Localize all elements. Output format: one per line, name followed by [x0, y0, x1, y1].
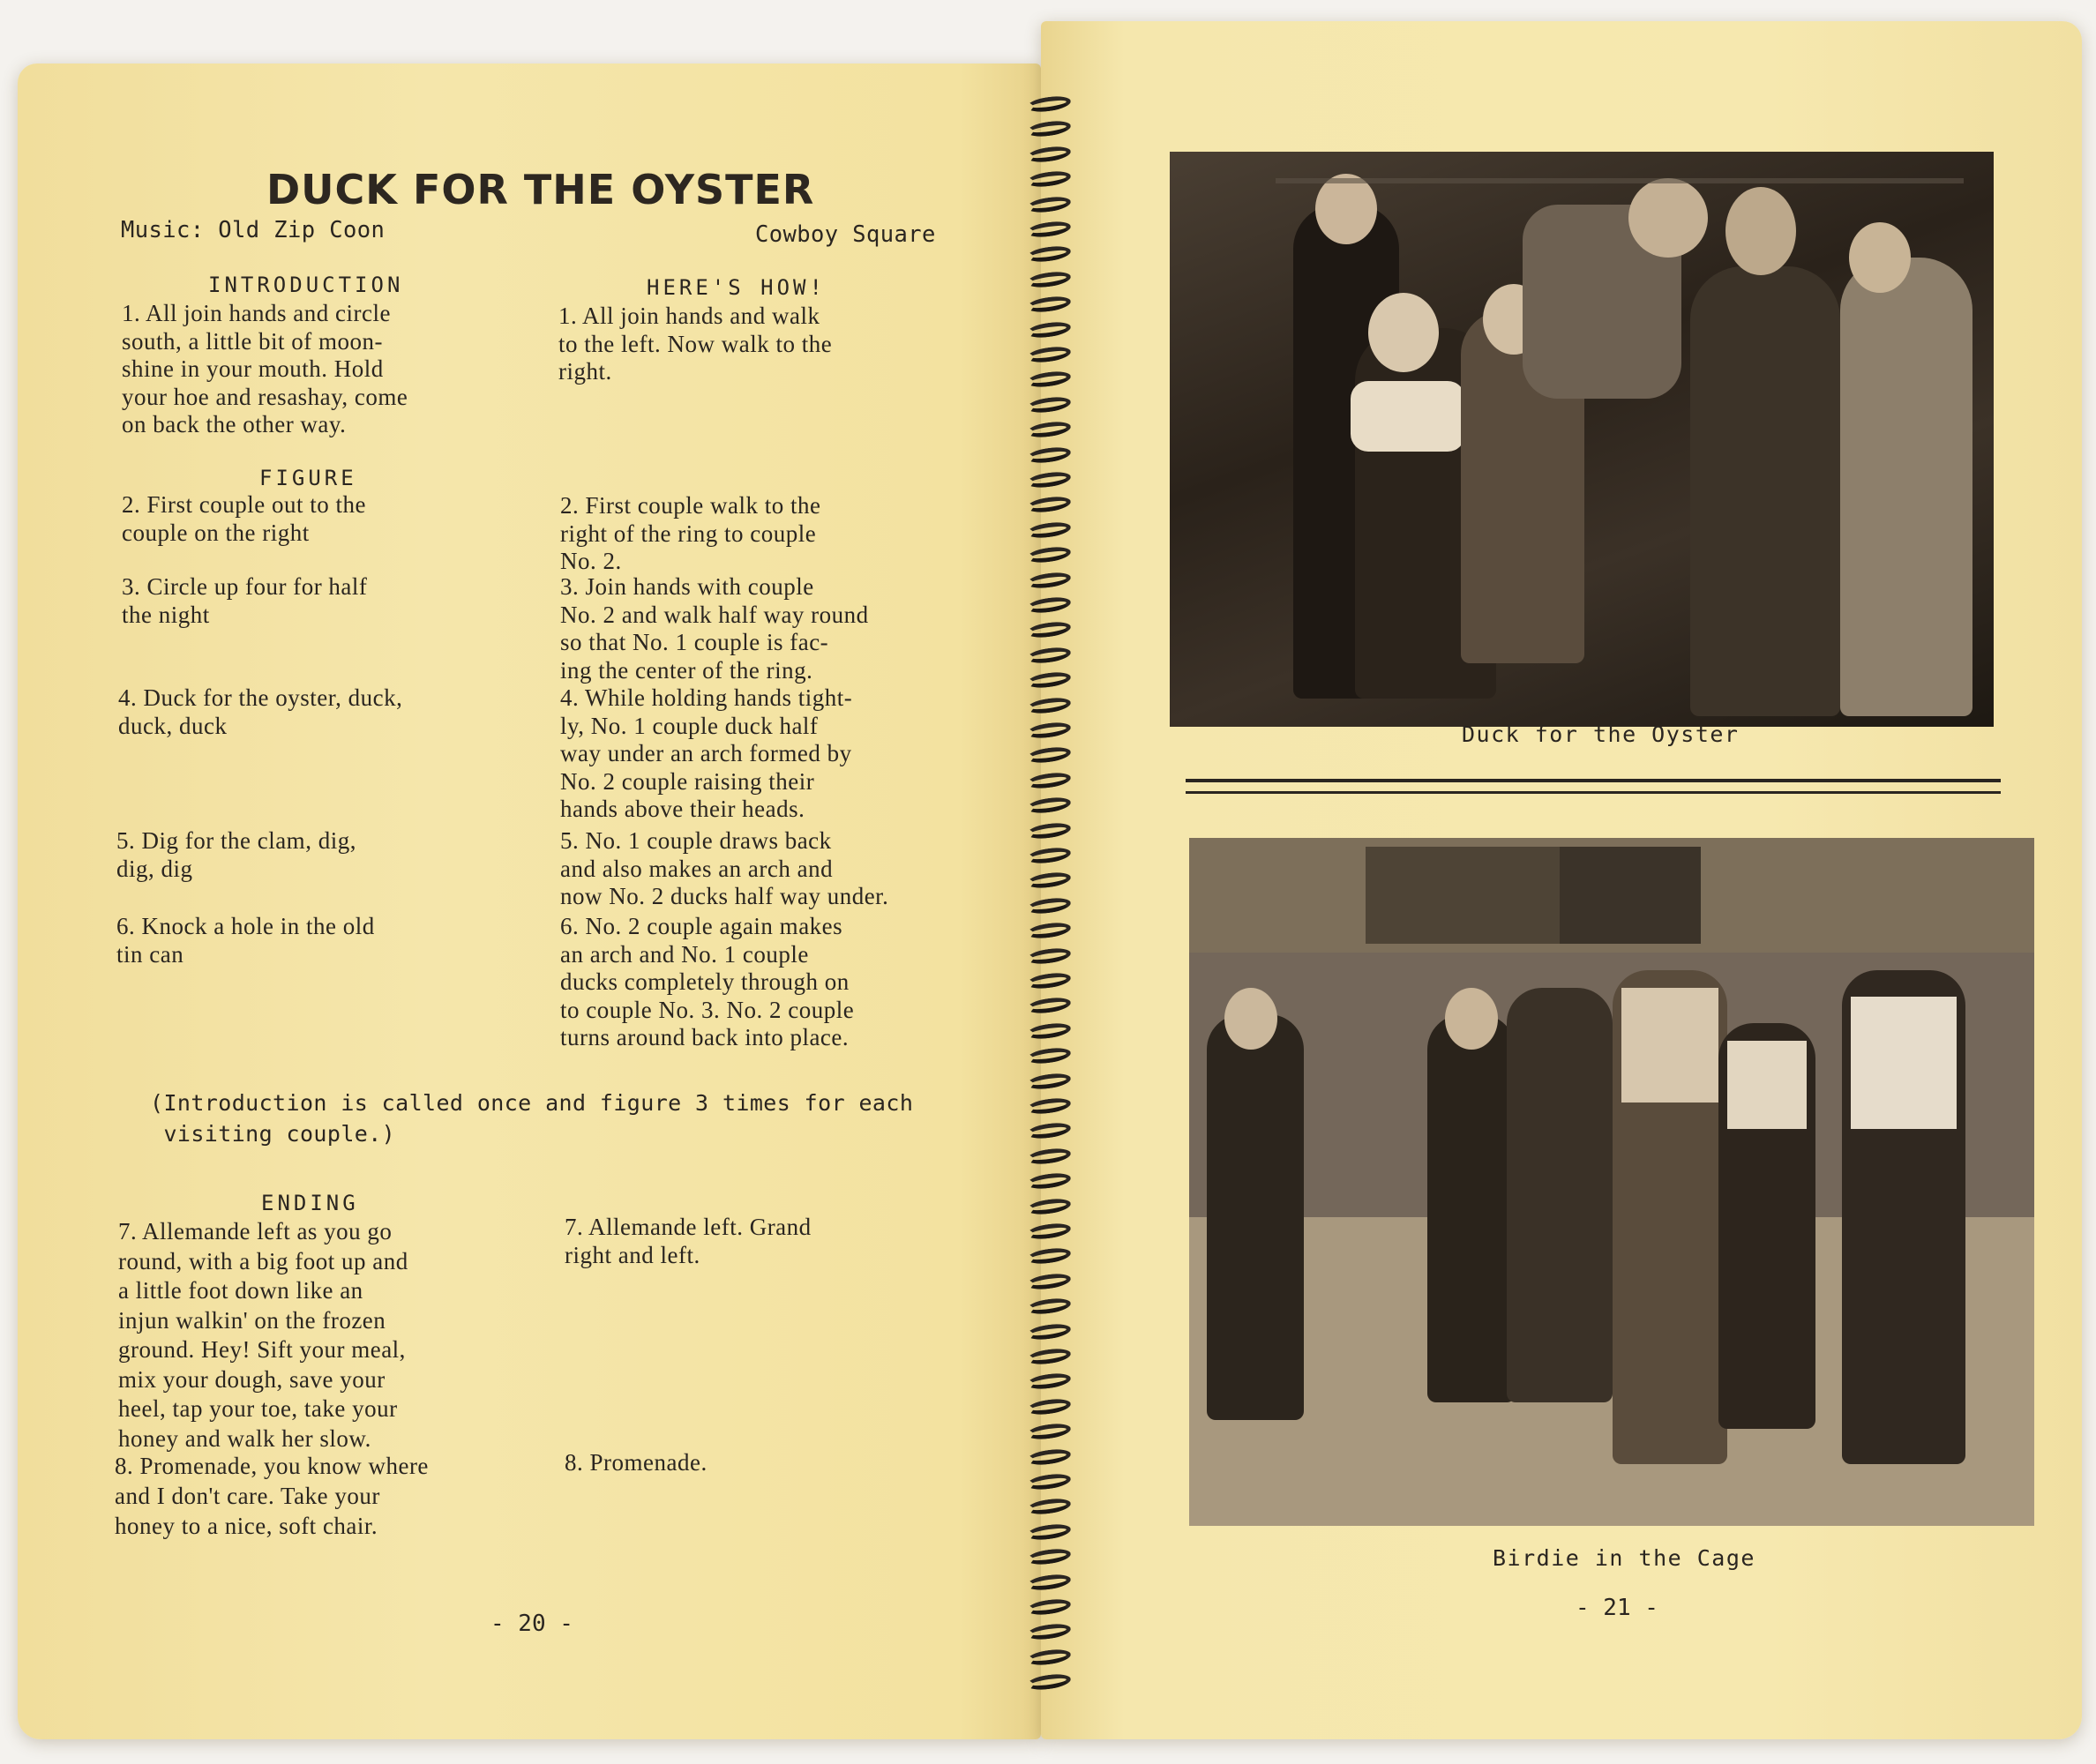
binding-ring: [1026, 1672, 1072, 1693]
binding-ring: [1026, 244, 1072, 265]
direction-7: 7. Allemande left. Grand right and left.: [565, 1214, 812, 1268]
binding-ring: [1026, 820, 1072, 841]
photo-duck-for-the-oyster: [1170, 152, 1994, 727]
binding-ring: [1026, 1121, 1072, 1141]
call-3: 3. Circle up four for half the night: [122, 573, 368, 628]
binding-ring: [1026, 1547, 1072, 1567]
music-label: Music: Old Zip Coon: [121, 217, 386, 243]
binding-ring: [1026, 319, 1072, 340]
binding-ring: [1026, 695, 1072, 715]
binding-ring: [1026, 570, 1072, 590]
binding-ring: [1026, 1497, 1072, 1517]
direction-4: 4. While holding hands tight- ly, No. 1 couple duck half way under an arch formed by No. 2 couple raising their hands above their heads.: [560, 684, 853, 822]
binding-ring: [1026, 846, 1072, 866]
binding-ring: [1026, 119, 1072, 139]
binding-ring: [1026, 220, 1072, 240]
binding-ring: [1026, 1396, 1072, 1416]
heading-ending: ENDING: [261, 1191, 359, 1215]
binding-ring: [1026, 1472, 1072, 1492]
heading-heres-how: HERE'S HOW!: [647, 275, 826, 300]
binding-ring: [1026, 519, 1072, 540]
binding-ring: [1026, 295, 1072, 315]
binding-ring: [1026, 745, 1072, 766]
direction-2: 2. First couple walk to the right of the ring to couple No. 2.: [560, 492, 821, 574]
binding-ring: [1026, 1071, 1072, 1091]
call-2: 2. First couple out to the couple on the right: [122, 491, 366, 546]
binding-ring: [1026, 871, 1072, 891]
binding-ring: [1026, 1347, 1072, 1367]
binding-ring: [1026, 921, 1072, 941]
direction-5: 5. No. 1 couple draws back and also makes an arch and now No. 2 ducks half way under.: [560, 827, 889, 909]
binding-ring: [1026, 670, 1072, 691]
binding-ring: [1026, 545, 1072, 565]
binding-ring: [1026, 420, 1072, 440]
binding-ring: [1026, 1046, 1072, 1066]
binding-ring: [1026, 1222, 1072, 1242]
binding-ring: [1026, 1446, 1072, 1467]
binding-ring: [1026, 645, 1072, 665]
binding-ring: [1026, 194, 1072, 214]
binding-ring: [1026, 94, 1072, 115]
binding-ring: [1026, 1321, 1072, 1342]
binding-ring: [1026, 946, 1072, 966]
direction-6: 6. No. 2 couple again makes an arch and No. 1 couple ducks completely through on to couple No. 3. No. 2 couple turns around back into place.: [560, 913, 855, 1050]
binding-ring: [1026, 1297, 1072, 1317]
binding-ring: [1026, 721, 1072, 741]
binding-ring: [1026, 595, 1072, 616]
binding-ring: [1026, 495, 1072, 515]
page-number-left: - 20 -: [490, 1611, 573, 1637]
binding-ring: [1026, 1096, 1072, 1117]
heading-figure: FIGURE: [259, 466, 357, 490]
binding-ring: [1026, 1196, 1072, 1216]
binding-ring: [1026, 1521, 1072, 1542]
binding-ring: [1026, 394, 1072, 415]
direction-1: 1. All join hands and walk to the left. Now walk to the right.: [558, 303, 833, 385]
call-4: 4. Duck for the oyster, duck, duck, duck: [118, 684, 403, 739]
call-5: 5. Dig for the clam, dig, dig, dig: [116, 827, 356, 882]
binding-ring: [1026, 470, 1072, 490]
binding-ring: [1026, 1422, 1072, 1442]
direction-3: 3. Join hands with couple No. 2 and walk half way round so that No. 1 couple is fac- ing the center of the ring.: [560, 573, 869, 684]
binding-ring: [1026, 1246, 1072, 1267]
binding-ring: [1026, 1597, 1072, 1618]
heading-introduction: INTRODUCTION: [208, 273, 404, 297]
page-title: DUCK FOR THE OYSTER: [266, 166, 815, 213]
call-1: 1. All join hands and circle south, a little bit of moon- shine in your mouth. Hold your hoe and resashay, come on back the other way.: [122, 300, 408, 437]
binding-ring: [1026, 1146, 1072, 1166]
call-6: 6. Knock a hole in the old tin can: [116, 913, 375, 968]
binding-ring: [1026, 996, 1072, 1016]
divider-rule-top: [1186, 779, 2001, 782]
binding-ring: [1026, 1171, 1072, 1192]
binding-ring: [1026, 796, 1072, 816]
caption-duck-for-the-oyster: Duck for the Oyster: [1462, 721, 1740, 747]
binding-ring: [1026, 895, 1072, 916]
binding-ring: [1026, 971, 1072, 991]
binding-ring: [1026, 1622, 1072, 1642]
binding-ring: [1026, 1572, 1072, 1592]
note: (Introduction is called once and figure 3 times for each visiting couple.): [150, 1090, 914, 1147]
spiral-binding: [1014, 97, 1094, 1711]
page-number-right: - 21 -: [1576, 1595, 1658, 1621]
binding-ring: [1026, 169, 1072, 190]
photo-birdie-in-the-cage: [1189, 838, 2034, 1526]
caption-birdie-in-the-cage: Birdie in the Cage: [1493, 1545, 1755, 1571]
divider-rule-bottom: [1186, 791, 2001, 794]
binding-ring: [1026, 1020, 1072, 1041]
binding-ring: [1026, 370, 1072, 390]
dance-type: Cowboy Square: [755, 221, 936, 248]
direction-8: 8. Promenade.: [565, 1449, 707, 1476]
call-7: 7. Allemande left as you go round, with a big foot up and a little foot down like an injun walkin' on the frozen ground. Hey! Sift your meal, mix your dough, save your heel, tap your toe, take your honey and walk her slow.: [118, 1218, 408, 1452]
binding-ring: [1026, 770, 1072, 790]
binding-ring: [1026, 269, 1072, 289]
binding-ring: [1026, 445, 1072, 465]
call-8: 8. Promenade, you know where and I don't care. Take your honey to a nice, soft chair.: [115, 1453, 429, 1539]
binding-ring: [1026, 345, 1072, 365]
binding-ring: [1026, 1372, 1072, 1392]
binding-ring: [1026, 144, 1072, 164]
binding-ring: [1026, 1271, 1072, 1291]
binding-ring: [1026, 620, 1072, 640]
binding-ring: [1026, 1647, 1072, 1667]
